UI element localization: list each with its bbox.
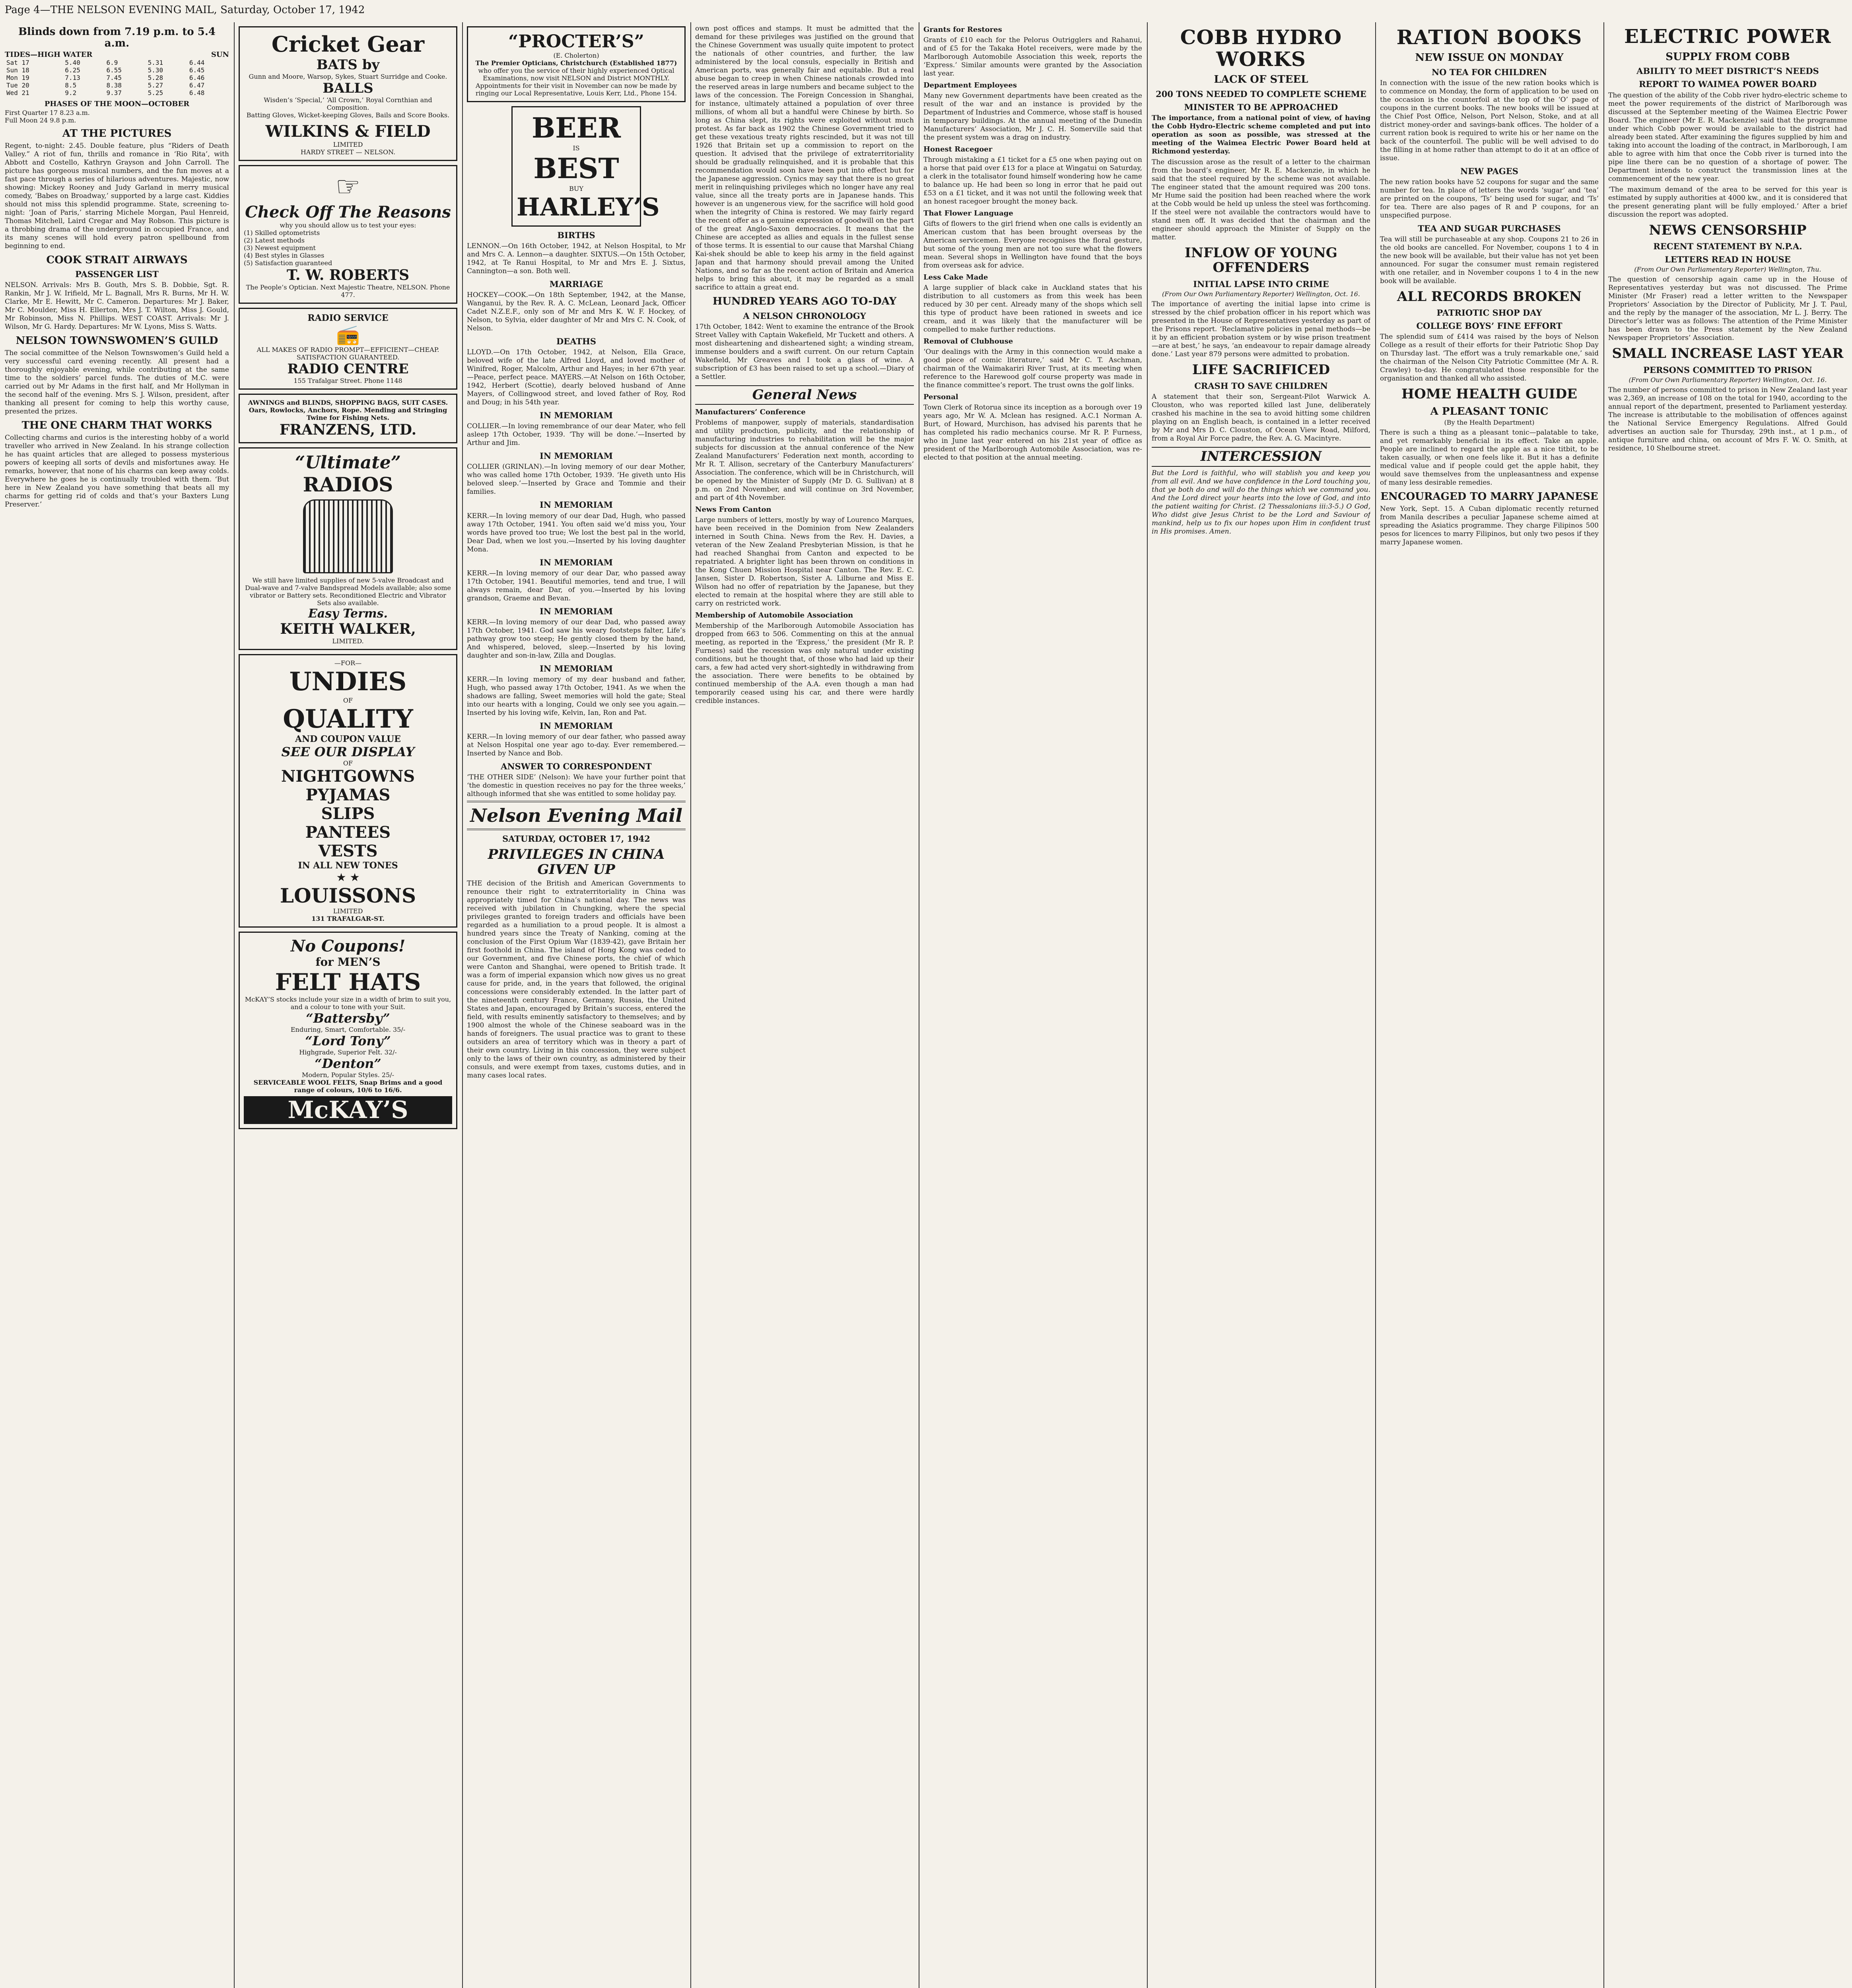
radio-set-icon	[303, 499, 393, 573]
franzens-name: FRANZENS, LTD.	[279, 421, 417, 438]
general-item-text: Large numbers of letters, mostly by way of Lourenco Marques, have been received in the Dominion from New Zealanders interned in South China. News from the Rev. H. Davies, a veteran of the New Zealand Presbyterian Mission, is that he had reached Shanghai from Canton and expected to be repatriated. A brighter light has been thrown on conditions in the Kong Chuen Mission Hospital near Canton. The Rev. E. C. Jansen, Sister D. Robertson, Sister A. Lilburne and Miss E. Wilson had no offer of repatriation by the Japanese, but they elected to remain at the hospital where they are still able to carry on restricted work.	[695, 516, 914, 608]
serviceable-text: SERVICEABLE WOOL FELTS, Snap Brims and a good range of colours, 10/6 to 16/6.	[253, 1079, 443, 1094]
ultimate-sub: RADIOS	[303, 473, 393, 496]
hats-head: No Coupons!	[290, 937, 406, 955]
radio-service: RADIO SERVICE	[307, 313, 389, 323]
see-display: SEE OUR DISPLAY	[281, 744, 415, 759]
coupon-value: AND COUPON VALUE	[295, 734, 401, 744]
radio-addr: 155 Trafalgar Street. Phone 1148	[293, 377, 402, 384]
general-news-list	[695, 408, 914, 705]
hundred-head: HUNDRED YEARS AGO TO-DAY	[712, 295, 897, 307]
charm-head: THE ONE CHARM THAT WORKS	[21, 419, 212, 432]
brief-head: Department Employees	[923, 81, 1017, 89]
tides-cell: 6.47	[189, 82, 205, 89]
deaths-head: DEATHS	[556, 336, 596, 347]
newpages-head: NEW PAGES	[1460, 166, 1518, 176]
deaths-text: LLOYD.—On 17th October, 1942, at Nelson, Ella Grace, beloved wife of the late Alfred Lloyd, and loved mother of Winifred, Roger, Malcolm, Arthur and Hayes; in her 67th year.—Peace, perfect peace. MAYERS.—At Nelson on 16th October, 1942, Herbert (Scottie), dearly beloved husband of Anne Mayers, of Collingwood street, and loved father of Roy, Rod and Doug; in his 54th year.	[467, 348, 686, 407]
brief-text: A large supplier of black cake in Auckland states that his distribution to all customers as from this week has been reduced by 30 per cent. Already many of the shops which sell this type of product have been rationed in sweets and ice cream, and it was likely that the manufacturer will be compelled to make further reductions.	[923, 284, 1142, 334]
procter-tag: The Premier Opticians, Christchurch (Established 1877)	[475, 59, 677, 67]
column-rule	[1375, 22, 1376, 1988]
inflow-sub: INITIAL LAPSE INTO CRIME	[1193, 279, 1329, 289]
radio-icon: 📻	[336, 324, 360, 346]
undies-item: SLIPS	[321, 804, 375, 823]
louissons-sub: LIMITED	[333, 907, 363, 915]
inflow-head: INFLOW OF YOUNG OFFENDERS	[1185, 245, 1337, 276]
hats-for: for MEN’S	[315, 955, 381, 969]
wilkins-name: WILKINS & FIELD	[265, 122, 431, 141]
births-head: BIRTHS	[557, 230, 595, 240]
tea-head: TEA AND SUGAR PURCHASES	[1418, 223, 1561, 233]
hat-desc: Enduring, Smart, Comfortable. 35/-	[290, 1026, 406, 1033]
best-word: BEST	[533, 152, 619, 185]
tides-row	[5, 89, 229, 97]
louissons-ad	[239, 654, 457, 928]
undies-item: VESTS	[318, 842, 378, 860]
batting-text: Batting Gloves, Wicket-keeping Gloves, Bails and Score Books.	[246, 111, 450, 119]
louissons-name: LOUISSONS	[280, 884, 416, 907]
tides-cell: 6.48	[189, 89, 205, 97]
cobb-sub: LACK OF STEEL	[1214, 74, 1308, 85]
procter-text: who offer you the service of their highly experienced Optical Examinations, now visit NELSON and District MONTHLY. Appointments for their visit in November can now be made by ringing our Local Representative, Louis Kerr, Ltd., Phone 154.	[475, 67, 677, 97]
column-rule	[1603, 22, 1604, 1988]
undies-item: NIGHTGOWNS	[281, 767, 415, 786]
mckays-name: McKAY’S	[244, 1096, 452, 1124]
dateline: SATURDAY, OCTOBER 17, 1942	[502, 834, 650, 844]
awnings-text: AWNINGS and BLINDS, SHOPPING BAGS, SUIT CASES. Oars, Rowlocks, Anchors, Rope. Mending and Stringing Twine for Fishing Nets.	[248, 399, 448, 421]
airways-text: NELSON. Arrivals: Mrs B. Gouth, Mrs S. B. Dobbie, Sgt. R. Rankin, Mr J. W. Irifield, Mr L. Bagnall, Mrs R. Burns, Mr H. W. Clarke, Mr E. Hewitt, Mr C. Cameron. Departures: Mr J. Baker, Mr C. Moulder, Miss H. Ellerton, Mrs J. T. Wilton, Miss J. Gould, Mr Robinson, Miss N. Phillips. WEST COAST. Arrivals: Mr J. Wilson, Mr G. Hardy. Departures: Mr W. Lyons, Miss S. Watts.	[5, 281, 229, 331]
procter-head: “PROCTER’S”	[508, 31, 644, 52]
health-head: HOME HEALTH GUIDE	[1401, 386, 1577, 402]
hat-name: “Battersby”	[306, 1011, 390, 1026]
tides-cell: Mon 19	[6, 74, 29, 82]
tides-cell: 8.38	[106, 82, 122, 89]
tides-cell: 7.45	[106, 74, 122, 82]
star-ornament: ★ ★	[336, 871, 360, 884]
records-head: ALL RECORDS BROKEN	[1397, 288, 1582, 305]
news-brief-list	[923, 25, 1142, 462]
ultimate-radios-ad	[239, 447, 457, 650]
cobb-text: The discussion arose as the result of a letter to the chairman from the board’s engineer, Mr R. E. Mackenzie, in which he said that the steel required by the scheme was not available. The engineer stated that the amount required was 200 tons. Mr Hume said the position had been reached where the work at the Cobb would be held up unless the steel was forthcoming. If the steel were not available the contractors would have to stand men off. It was decided that the chairman and the engineer should approach the Minister of Supply on the matter.	[1152, 158, 1370, 241]
memoriam-text: KERR.—In loving memory of our dear Dad, Hugh, who passed away 17th October, 1941. You often said we’d miss you, Your words have proved too true; We lost the best pal in the world, Dear Dad, when we lost you.—Inserted by his loving daughter Mona.	[467, 512, 686, 553]
increase-source: (From Our Own Parliamentary Reporter) Wellington, Oct. 16.	[1629, 376, 1827, 384]
intercession-head: INTERCESSION	[1152, 447, 1370, 466]
brief-text: Grants of £10 each for the Pelorus Outrigglers and Rahanui, and of £5 for the Takaka Hotel receivers, were made by the Marlborough Automobile Association this week, reports the ‘Express.’ Similar amounts were granted by the Association last year.	[923, 36, 1142, 78]
check-head: Check Off The Reasons	[245, 203, 451, 221]
ration-head: RATION BOOKS	[1396, 25, 1582, 49]
tides-cell: 5.40	[65, 59, 80, 67]
memoriam-text: KERR.—In loving memory of our dear Dad, who passed away 17th October, 1941. God saw his weary footsteps falter, Life’s pathway grow too steep; He gently closed them by the hand, And whispered, beloved, sleep.—Inserted by his loving daughter and son-in-law, Zilla and Douglas.	[467, 618, 686, 660]
ultimate-text: We still have limited supplies of new 5-valve Broadcast and Dual-wave and 7-valve Bandspread Models available; also some vibrator or Battery sets. Reconditioned Electric and Vibrator Sets also available.	[245, 577, 451, 607]
tides-table	[5, 59, 229, 97]
brief-text: Many new Government departments have been created as the result of the war and an instance is provided by the Department of Industries and Commerce, whose staff is housed in temporary buildings. At the annual meeting of the Dunedin Manufacturers’ Association, Mr J. C. H. Somerville said that the present system was a drag on industry.	[923, 92, 1142, 142]
column-5	[923, 22, 1142, 1988]
bats-head: BATS by	[316, 57, 380, 73]
hat-desc: Modern, Popular Styles. 25/-	[301, 1071, 394, 1079]
franzens-ad	[239, 394, 457, 443]
power-sub3: REPORT TO WAIMEA POWER BOARD	[1639, 79, 1817, 89]
procters-ad	[467, 26, 686, 102]
column-8	[1608, 22, 1847, 1988]
encouraged-text: New York, Sept. 15. A Cuban diplomatic recently returned from Manila describes a peculiar Japanese scheme aimed at spreading the Asiatics programme. They charge Filipinos 500 pesos for licences to marry Filipinos, but only two pesos if they marry Japanese women.	[1380, 505, 1599, 547]
wilkins-addr: HARDY STREET — NELSON.	[300, 148, 396, 156]
tides-cell: 6.55	[106, 66, 122, 74]
undies-title: UNDIES	[289, 667, 407, 697]
new-tones: IN ALL NEW TONES	[298, 860, 398, 871]
tides-cell: 5.31	[148, 59, 163, 67]
column-2	[239, 22, 457, 1988]
cricket-ad	[239, 26, 457, 161]
tides-row	[5, 74, 229, 82]
hat-name: “Denton”	[315, 1056, 381, 1071]
censor-head: NEWS CENSORSHIP	[1649, 222, 1807, 238]
check-sub: why you should allow us to test your eyes:	[280, 221, 416, 229]
tides-cell: 5.28	[148, 74, 163, 82]
radio-makes: ALL MAKES OF RADIO PROMPT—EFFICIENT—CHEAP. SATISFACTION GUARANTEED.	[257, 346, 439, 361]
ultimate-title: “Ultimate”	[295, 452, 401, 473]
passenger-head: PASSENGER LIST	[75, 269, 159, 280]
increase-text: The number of persons committed to prison in New Zealand last year was 2,369, an increase of 108 on the total for 1940, according to the annual report of the department, presented to Parliament yesterday. The increase is attributable to the mobilisation of offences against the National Service Emergency Regulations. Alfred Gould advertises an auction sale for Thursday, 29th inst., at 1 p.m., of antique furniture and china, on account of Mrs F. W. O. Smith, at residence, 10 Shelbourne street.	[1608, 386, 1847, 452]
censor-text: The question of censorship again came up in the House of Representatives yesterday but was not discussed. The Prime Minister (Mr Fraser) read a letter written to the Newspaper Proprietors’ Association by the Director of Publicity, Mr J. T. Paul, and the reply by the manager of the association, Mr L. J. Berry. The Director’s letter was as follows: The attention of the Prime Minister has been drawn to the Press statement by the New Zealand Newspaper Proprietors’ Association.	[1608, 276, 1847, 342]
balls-head: BALLS	[323, 80, 373, 96]
column-rule	[462, 22, 463, 1988]
column-3	[467, 22, 686, 1988]
ration-sub2: NO TEA FOR CHILDREN	[1431, 67, 1547, 77]
of-label: OF	[343, 697, 353, 704]
memoriam-text: COLLIER (GRINLAN).—In loving memory of our dear Mother, who was called home 17th October, 1939. ‘He giveth unto His beloved sleep.’—Inserted by Grace and Tommie and their families.	[467, 463, 686, 496]
brief-text: Town Clerk of Rotorua since its inception as a borough over 19 years ago, Mr W. A. Mclean has resigned. A.C.1 Norman A. Burt, of Howard, Murchison, has advised his parents that he has completed his radio mechanics course. Mr R. P. Furness, who in June last year entered on his 21st year of office as president of the Marlborough Automobile Association, was re-elected to that position at the annual meeting.	[923, 404, 1142, 462]
brief-head: Less Cake Made	[923, 273, 988, 282]
tides-cell: Sat 17	[6, 59, 29, 67]
general-news-head: General News	[695, 385, 914, 405]
cobb-sub2: 200 TONS NEEDED TO COMPLETE SCHEME	[1156, 89, 1366, 99]
check-item: (5) Satisfaction guaranteed	[244, 259, 332, 267]
easy-terms: Easy Terms.	[308, 607, 388, 621]
harleys-ad	[511, 106, 660, 227]
tides-cell: 8.5	[65, 82, 77, 89]
tides-cell: 5.30	[148, 66, 163, 74]
radio-centre-ad	[239, 308, 457, 390]
roberts-name: T. W. ROBERTS	[286, 267, 410, 283]
column-6	[1152, 22, 1370, 1988]
life-sub: CRASH TO SAVE CHILDREN	[1194, 381, 1328, 391]
harleys-name: HARLEY’S	[517, 192, 660, 221]
general-item-head: News From Canton	[695, 505, 772, 514]
tides-cell: 6.46	[189, 74, 205, 82]
tea-text: Tea will still be purchaseable at any shop. Coupons 21 to 26 in the old books are cancelled. For November, coupons 1 to 4 in the new book will be available, but their value has not yet been announced. For sugar the consumer must remain registered with one retailer, and in November coupons 1 to 4 in the new book will be available.	[1380, 235, 1599, 285]
hats-text: McKAY’S stocks include your size in a width of brim to suit you, and a colour to tone with your Suit.	[245, 996, 451, 1011]
tides-cell: 9.37	[106, 89, 122, 97]
guild-text: The social committee of the Nelson Townswomen’s Guild held a very successful card evening recently. All present had a thoroughly enjoyable evening, while contributing at the same time to the soldiers’ parcel funds. The duties of M.C. were carried out by Mr Adams in the first half, and Mr Hollyman in the second half of the evening. Mrs S. J. Wilson, president, after thanking all present for coming to help this worthy cause, presented the prizes.	[5, 349, 229, 416]
memoriam-head: IN MEMORIAM	[540, 557, 613, 567]
roberts-sub: The People’s Optician. Next Majestic Theatre, NELSON. Phone 477.	[246, 283, 450, 299]
moon-row: Full Moon 24 9.8 p.m.	[5, 116, 76, 124]
censor-sub2: LETTERS READ IN HOUSE	[1665, 254, 1791, 265]
ration-sub: NEW ISSUE ON MONDAY	[1415, 52, 1564, 64]
is-word: IS	[573, 144, 580, 152]
tides-cell: 5.25	[148, 89, 163, 97]
check-item: (3) Newest equipment	[244, 244, 316, 252]
answer-head: ANSWER TO CORRESPONDENT	[501, 761, 652, 771]
intercession-text: But the Lord is faithful, who will stablish you and keep you from all evil. And we have confidence in the Lord touching you, that ye both do and will do the things which we command you. And the Lord direct your hearts into the love of God, and into the patient waiting for Christ. (2 Thessalonians iii:3-5.) O God, Who didst give Jesus Christ to be the Lord and Saviour of mankind, help us to fix our hopes upon Him in confident trust in His promises. Amen.	[1152, 469, 1370, 536]
cricket-title: Cricket Gear	[271, 31, 425, 57]
health-byline: (By the Health Department)	[1444, 419, 1535, 427]
censor-sub: RECENT STATEMENT BY N.P.A.	[1653, 241, 1802, 251]
tides-cell: Tue 20	[6, 82, 29, 89]
memoriam-head: IN MEMORIAM	[540, 410, 613, 421]
brief-head: Honest Racegoer	[923, 145, 993, 153]
undies-item: PYJAMAS	[305, 786, 391, 804]
optician-ad	[239, 165, 457, 304]
running-head-text: Page 4—THE NELSON EVENING MAIL, Saturday, October 17, 1942	[5, 4, 365, 16]
general-item-head: Manufacturers’ Conference	[695, 408, 806, 417]
brief-head: Personal	[923, 393, 958, 401]
brief-head: Grants for Restores	[923, 25, 1002, 34]
tides-cell: 6.45	[189, 66, 205, 74]
power-head: ELECTRIC POWER	[1624, 25, 1831, 48]
general-item-text: Membership of the Marlborough Automobile Association has dropped from 663 to 506. Commenting on this at the annual meeting, as reported in the ‘Express,’ the president (Mr R. P. Furness) said the recession was only natural under existing conditions, but he thought that, of those who had laid up their cars, a few had acted very short-sightedly in withdrawing from the association. There were benefits to be obtained by continued membership of the A.A. even though a man had temporarily ceased using his car, and there were hardly credible instances.	[695, 622, 914, 705]
column-rule	[1147, 22, 1148, 1988]
felt-hats: FELT HATS	[275, 969, 421, 996]
tides-row	[5, 66, 229, 74]
editorial-head: PRIVILEGES IN CHINA GIVEN UP	[488, 846, 665, 878]
power-sub2: ABILITY TO MEET DISTRICT’S NEEDS	[1636, 66, 1819, 76]
memoriam-text: KERR.—In loving memory of our dear father, who passed away at Nelson Hospital one year ago to-day. Ever remembered.—Inserted by Nance and Bob.	[467, 732, 686, 757]
memoriam-head: IN MEMORIAM	[540, 451, 613, 461]
cobb-intro: The importance, from a national point of view, of having the Cobb Hydro-Electric scheme completed and put into operation as soon as possible, was stressed at the meeting of the Waimea Electric Power Board held at Richmond yesterday.	[1152, 114, 1370, 155]
brief-text: Through mistaking a £1 ticket for a £5 one when paying out on a horse that paid over £13 for a place at Wingatui on Saturday, a clerk in the totalisator found himself wondering how he came to balance up. He had been so long in error that he paid out £53 on a £1 ticket, and it was not until the following week that an honest racegoer brought the money back.	[923, 156, 1142, 206]
sun-head: SUN	[211, 50, 229, 59]
births-text: LENNON.—On 16th October, 1942, at Nelson Hospital, to Mr and Mrs C. A. Lennon—a daughter. SIXTUS.—On 15th October, 1942, at Te Ranui Hospital, to Mr and Mrs E. J. Sixtus, Cannington—a son. Both well.	[467, 242, 686, 276]
check-item: (4) Best styles in Glasses	[244, 252, 325, 259]
column-rule	[234, 22, 235, 1988]
charm-text: Collecting charms and curios is the interesting hobby of a world traveller who arrived in New Zealand. In his strange collection he has quaint articles that are alleged to possess mysterious powers of keeping all sorts of devils and misfortunes away. He remarks, however, that none of his charms can keep away colds. Everywhere he goes he is continually troubled with them. ‘But here in New Zealand you have something that beats all my charms for getting rid of colds and that’s your Baxters Lung Preserver.’	[5, 433, 229, 509]
column-1	[5, 22, 229, 1988]
column-4	[695, 22, 914, 1988]
brief-head: That Flower Language	[923, 209, 1013, 217]
tides-header	[5, 50, 229, 59]
power-sub: SUPPLY FROM COBB	[1665, 50, 1790, 63]
procter-sub: (E. Cholerton)	[553, 52, 599, 59]
life-head: LIFE SACRIFICED	[1192, 361, 1330, 378]
running-head	[5, 4, 1847, 16]
hat-desc: Highgrade, Superior Felt. 32/-	[299, 1048, 397, 1056]
answer-text: ‘THE OTHER SIDE’ (Nelson): We have your further point that ‘the domestic in question receives no pay for the three weeks,’ although informed that she was entitled to some holiday pay.	[467, 773, 686, 798]
power-text-2: ‘The maximum demand of the area to be served for this year is estimated by supply authorities at 4000 kw., and it is considered that the present generating plant will be fully employed.’ After a brief discussion the report was adopted.	[1608, 185, 1847, 219]
records-sub2: COLLEGE BOYS’ FINE EFFORT	[1416, 321, 1562, 331]
memoriam-list	[467, 411, 686, 758]
general-item-head: Membership of Automobile Association	[695, 611, 853, 620]
brief-head: Removal of Clubhouse	[923, 337, 1013, 346]
hat-name: “Lord Tony”	[305, 1033, 391, 1048]
chronology-label: A NELSON CHRONOLOGY	[743, 311, 866, 321]
memoriam-head: IN MEMORIAM	[540, 606, 613, 616]
moon-row: First Quarter 17 8.23 a.m.	[5, 109, 90, 117]
mckays-ad	[239, 932, 457, 1129]
for-label: —FOR—	[334, 659, 362, 667]
hundred-text: 17th October, 1842: Went to examine the entrance of the Brook Street Valley with Captain Wakefield, Mr Tuckett and others. A most disheartening and disheartened sight; a winding stream, immense boulders and a swift current. On our return Captain Wakefield, Mr Greaves and I took a glass of wine. A subscription of £3 has been raised to set up a school.—Diary of a Settler.	[695, 322, 914, 381]
tides-cell: Sun 18	[6, 66, 29, 74]
pictures-text: Regent, to-night: 2.45. Double feature, plus “Riders of Death Valley.” A riot of fun, thrills and romance in ‘Rio Rita’, with Abbott and Costello, Kathryn Grayson and John Carroll. The picture has gorgeous musical numbers, and the fun moves at a fast pace through a series of hilarious adventures. Majestic, now showing: Mickey Rooney and Judy Garland in merry musical comedy, ‘Babes on Broadway,’ supported by a large cast. Kiddies should not miss this splendid programme. State, screening to-night: ‘Joan of Paris,’ starring Michele Morgan, Paul Henreid, Thomas Mitchell, Laird Cregar and May Robson. This picture is a throbbing drama of the underground in occupied France, and its many scenes will hold every patron spellbound from beginning to end.	[5, 142, 229, 250]
airways-head: COOK STRAIT AIRWAYS	[46, 254, 188, 266]
beer-word: BEER	[531, 111, 621, 144]
records-sub: PATRIOTIC SHOP DAY	[1436, 308, 1542, 318]
louissons-addr: 131 TRAFALGAR-ST.	[311, 915, 385, 922]
censor-source: (From Our Own Parliamentary Reporter) Wellington, Thu.	[1634, 266, 1821, 274]
pointing-hand-icon: ☞	[335, 170, 361, 203]
tides-cell: Wed 21	[6, 89, 29, 97]
power-text: The question of the ability of the Cobb river hydro-electric scheme to meet the power requirements of the district of Marlborough was discussed at the September meeting of the Waimea Electric Power Board. The engineer (Mr E. R. Mackenzie) said that the programme under which Cobb power would be available to the district had already been stated. After examining the figures supplied by him and taking into account the loading of the contract, in Marlborough, I am able to agree with him that once the Cobb river is turned into the pipe line there can be no question of a shortage of power. The Department intends to construct the transmission lines at the commencement of the new year.	[1608, 91, 1847, 183]
brief-text: Gifts of flowers to the girl friend when one calls is evidently an American custom that has been brought overseas by the American servicemen. Everyone recognises the floral gesture, but some of the young men are not too sure what the flowers mean. Several shops in Wellington have found that the boys from overseas ask for advice.	[923, 220, 1142, 270]
increase-head: SMALL INCREASE LAST YEAR	[1612, 346, 1844, 362]
tides-cell: 9.2	[65, 89, 77, 97]
life-text: A statement that their son, Sergeant-Pilot Warwick A. Clouston, who was reported killed last June, deliberately crashed his machine in the sea to avoid hitting some children playing on an English beach, is contained in a letter received by Mr and Mrs D. C. Clouston, of Ocean View Road, Milford, from a Royal Air Force padre, the Rev. A. G. Macintyre.	[1152, 393, 1370, 443]
buy-word: BUY	[569, 185, 583, 192]
tides-cell: 6.9	[106, 59, 118, 67]
memoriam-text: KERR.—In loving memory of our dear Dar, who passed away 17th October, 1941. Beautiful memories, tend and true, I will always remain, dear Dar, of you.—Inserted by his loving grandson, Graeme and Bevan.	[467, 569, 686, 602]
newpages-text: The new ration books have 52 coupons for sugar and the same number for tea. In place of letters the words ‘sugar’ and ‘tea’ are printed on the coupons, ‘Ts’ being used for sugar, and ‘Ts’ for tea. There are also pages of R and P coupons, for an unspecified purpose.	[1380, 178, 1599, 219]
records-text: The splendid sum of £414 was raised by the boys of Nelson College as a result of their efforts for their Patriotic Shop Day on Thursday last. ‘The effort was a truly remarkable one,’ said the chairman of the Nelson City Patriotic Committee (Mr A. R. Crawley) to-day. He congratulated those responsible for the organisation and thanked all who assisted.	[1380, 333, 1599, 383]
tides-cell: 6.44	[189, 59, 205, 67]
marriage-head: MARRIAGE	[549, 279, 603, 289]
tides-row	[5, 59, 229, 66]
memoriam-head: IN MEMORIAM	[540, 720, 613, 731]
moon-head: PHASES OF THE MOON—OCTOBER	[44, 100, 190, 109]
quality-title: QUALITY	[283, 704, 413, 734]
memoriam-text: COLLIER.—In loving remembrance of our dear Mater, who fell asleep 17th October, 1939. ‘Thy will be done.’—Inserted by Arthur and Jim.	[467, 422, 686, 447]
brief-text: ‘Our dealings with the Army in this connection would make a good piece of comic literature,’ said Mr C. T. Aschman, chairman of the Waimakariri River Trust, at its meeting when reference to the Harewood golf course property was made in the finance committee’s report. The trust owns the golf links.	[923, 348, 1142, 389]
of-label-2: OF	[343, 759, 353, 767]
cobb-head: COBB HYDRO WORKS	[1180, 25, 1342, 71]
inflow-text: The importance of averting the initial lapse into crime is stressed by the chief probation officer in his report which was presented in the House of Representatives yesterday as part of the Prisons report. ‘Reclamative policies in penal methods—be it by an efficient probation system or by wise prison treatment—are at best,’ he says, ‘an endeavour to repair damage already done.’ Last year 879 persons were admitted to probation.	[1152, 300, 1370, 358]
balls-text: Wisden’s ‘Special,’ ‘All Crown,’ Royal Cornthian and Composition.	[264, 96, 432, 111]
editorial-text: THE decision of the British and American Governments to renounce their right to extraterritoriality in China was appropriately timed for China’s national day. The news was received with jubilation in Chungking, where the special privileges granted to foreign traders and officials have been regarded as a humiliation to a proud people. It is almost a hundred years since the Treaty of Nanking, coming at the conclusion of the First Opium War (1839-42), gave Britain her first foothold in China. The island of Hong Kong was ceded to our Government, and five Chinese ports, the chief of which were Canton and Shanghai, were opened to British trade. It was a form of imperial expansion which now gives us no great cause for pride, and, in the years that followed, the original concessions were considerably extended. In the latter part of the nineteenth century France, Germany, Russia, the United States and Japan, encouraged by Britain’s success, entered the field, with results eminently satisfactory to themselves; and by 1900 almost the whole of the Chinese seaboard was in the hands of foreigners. The usual practice was to grant to these outsiders an area of territory which was in theory a part of their own country. Living in this concession, they were subject only to the laws of their own country, as administered by their consuls, and were exempt from taxes, customs duties, and in many cases local rates.	[467, 879, 686, 1079]
check-item: (2) Latest methods	[244, 237, 305, 244]
bats-text: Gunn and Moore, Warsop, Sykes, Stuart Surridge and Cooke.	[249, 73, 447, 80]
memoriam-head: IN MEMORIAM	[540, 500, 613, 510]
masthead: Nelson Evening Mail	[467, 801, 686, 830]
keith-name: KEITH WALKER,	[280, 621, 416, 637]
pictures-head: AT THE PICTURES	[62, 128, 172, 140]
health-text: There is such a thing as a pleasant tonic—palatable to take, and yet remarkably beneficial in its effect. Take an apple. People are inclined to regard the apple as a nice titbit, to be taken casually, or when one feels like it. But it has a definite medical value and if people could get the apple habit, they would save themselves from the unpleasantness and expense of many less desirable remedies.	[1380, 429, 1599, 487]
tides-row	[5, 82, 229, 89]
health-sub: A PLEASANT TONIC	[1430, 405, 1549, 417]
guild-head: NELSON TOWNSWOMEN’S GUILD	[16, 335, 218, 347]
tides-cell: 6.25	[65, 66, 80, 74]
marriage-text: HOCKEY—COOK.—On 18th September, 1942, at the Manse, Wanganui, by the Rev. R. A. C. McLean, Leonard Jack, Officer Cadet N.Z.E.F., only son of Mr and Mrs K. W. F. Hockey, of Nelson, to Sylvia, elder daughter of Mr and Mrs C. N. Cook, of Nelson.	[467, 291, 686, 333]
column-rule	[690, 22, 691, 1988]
encouraged-head: ENCOURAGED TO MARRY JAPANESE	[1380, 491, 1598, 503]
general-item-text: Problems of manpower, supply of materials, standardisation and utility production, publicity, and the relationship of manufacturing industries to rehabilitation will be the major subjects for discussion at the annual conference of the New Zealand Manufacturers’ Federation next month, according to Mr R. T. Allison, secretary of the Canterbury Manufacturers’ Association. The conference, which will be in Christchurch, will be opened by the Minister of Supply (Mr D. G. Sullivan) at 8 p.m. on 2nd November, and will continue on 3rd November, and part of 4th November.	[695, 419, 914, 502]
blackout-notice: Blinds down from 7.19 p.m. to 5.4 a.m.	[18, 26, 216, 49]
column-7	[1380, 22, 1599, 1988]
memoriam-head: IN MEMORIAM	[540, 663, 613, 674]
keith-sub: LIMITED.	[332, 637, 364, 645]
memoriam-text: KERR.—In loving memory of my dear husband and father, Hugh, who passed away 17th October, 1941. As we when the shadows are falling, Sweet memories will hold the gate; Steal into our hearts with a longing, Could we only see you again.—Inserted by his loving wife, Kelvin, Ian, Ron and Pat.	[467, 675, 686, 717]
wilkins-sub: LIMITED	[333, 141, 363, 148]
ration-text: In connection with the issue of the new ration books which is to commence on Monday, the form of application to be used on the occasion is the counterfoil at the top of the ‘O’ page of coupons in the current books. The new books will be issued at the Chief Post Office, Nelson, Port Nelson, Stoke, and at all district money-order and savings-bank offices. The holder of a current ration book is required to write his or her name on the back of the counterfoil. The public will be well advised to do the filling in at home rather than attempt to do it at an office of issue.	[1380, 79, 1599, 162]
tides-cell: 7.13	[65, 74, 80, 82]
check-item: (1) Skilled optometrists	[244, 229, 320, 237]
editorial-continued: own post offices and stamps. It must be admitted that the demand for these privileges was justified on the ground that the Chinese Government was usually quite impotent to protect the nationals of other countries, and further, the law administered by the local consuls, especially in British and American ports, was generally fair and equitable. But a real abuse began to creep in when Chinese nationals crowded into the reserved areas in large numbers and became subject to the laws of the concession. The Foreign Concession in Shanghai, for instance, ultimately attained a population of over three millions, of whom all but a handful were Chinese by birth. So long as China slept, its rights were exploited without much protest. As far back as 1902 the Chinese Government tried to get these vexatious treaty rights rescinded, but it was not till 1926 that Britain set up a commission to report on the question. It advised that the privilege of extraterritoriality should be gradually relinquished, and it is probable that this recommendation would soon have been put into effect but for the Japanese aggression. Cynics may say that there is no great merit in relinquishing privileges which no longer have any real value, since all the treaty ports are in Japanese hands. This however is an ungenerous view, for the sacrifice will hold good when the integrity of China is restored. We may fairly regard the recent offer as a genuine expression of goodwill on the part of the great Anglo-Saxon democracies. It means that the Chinese are accepted as allies and equals in the fullest sense of those terms. It is essential to our cause that Marshal Chiang Kai-shek should be able to keep his army in the field against Japan and that harmony should prevail among the United Nations, and so far as the recent action of Britain and America helps to bring this about, it may be regarded as a small sacrifice to attain a great end.	[695, 25, 914, 291]
tides-head: TIDES—HIGH WATER	[5, 50, 93, 59]
increase-sub: PERSONS COMMITTED TO PRISON	[1643, 365, 1812, 375]
radio-centre: RADIO CENTRE	[287, 361, 409, 377]
undies-item: PANTEES	[305, 823, 391, 842]
tides-cell: 5.27	[148, 82, 163, 89]
inflow-source: (From Our Own Parliamentary Reporter) Wellington, Oct. 16.	[1162, 290, 1360, 298]
cobb-sub3: MINISTER TO BE APPROACHED	[1184, 102, 1338, 112]
